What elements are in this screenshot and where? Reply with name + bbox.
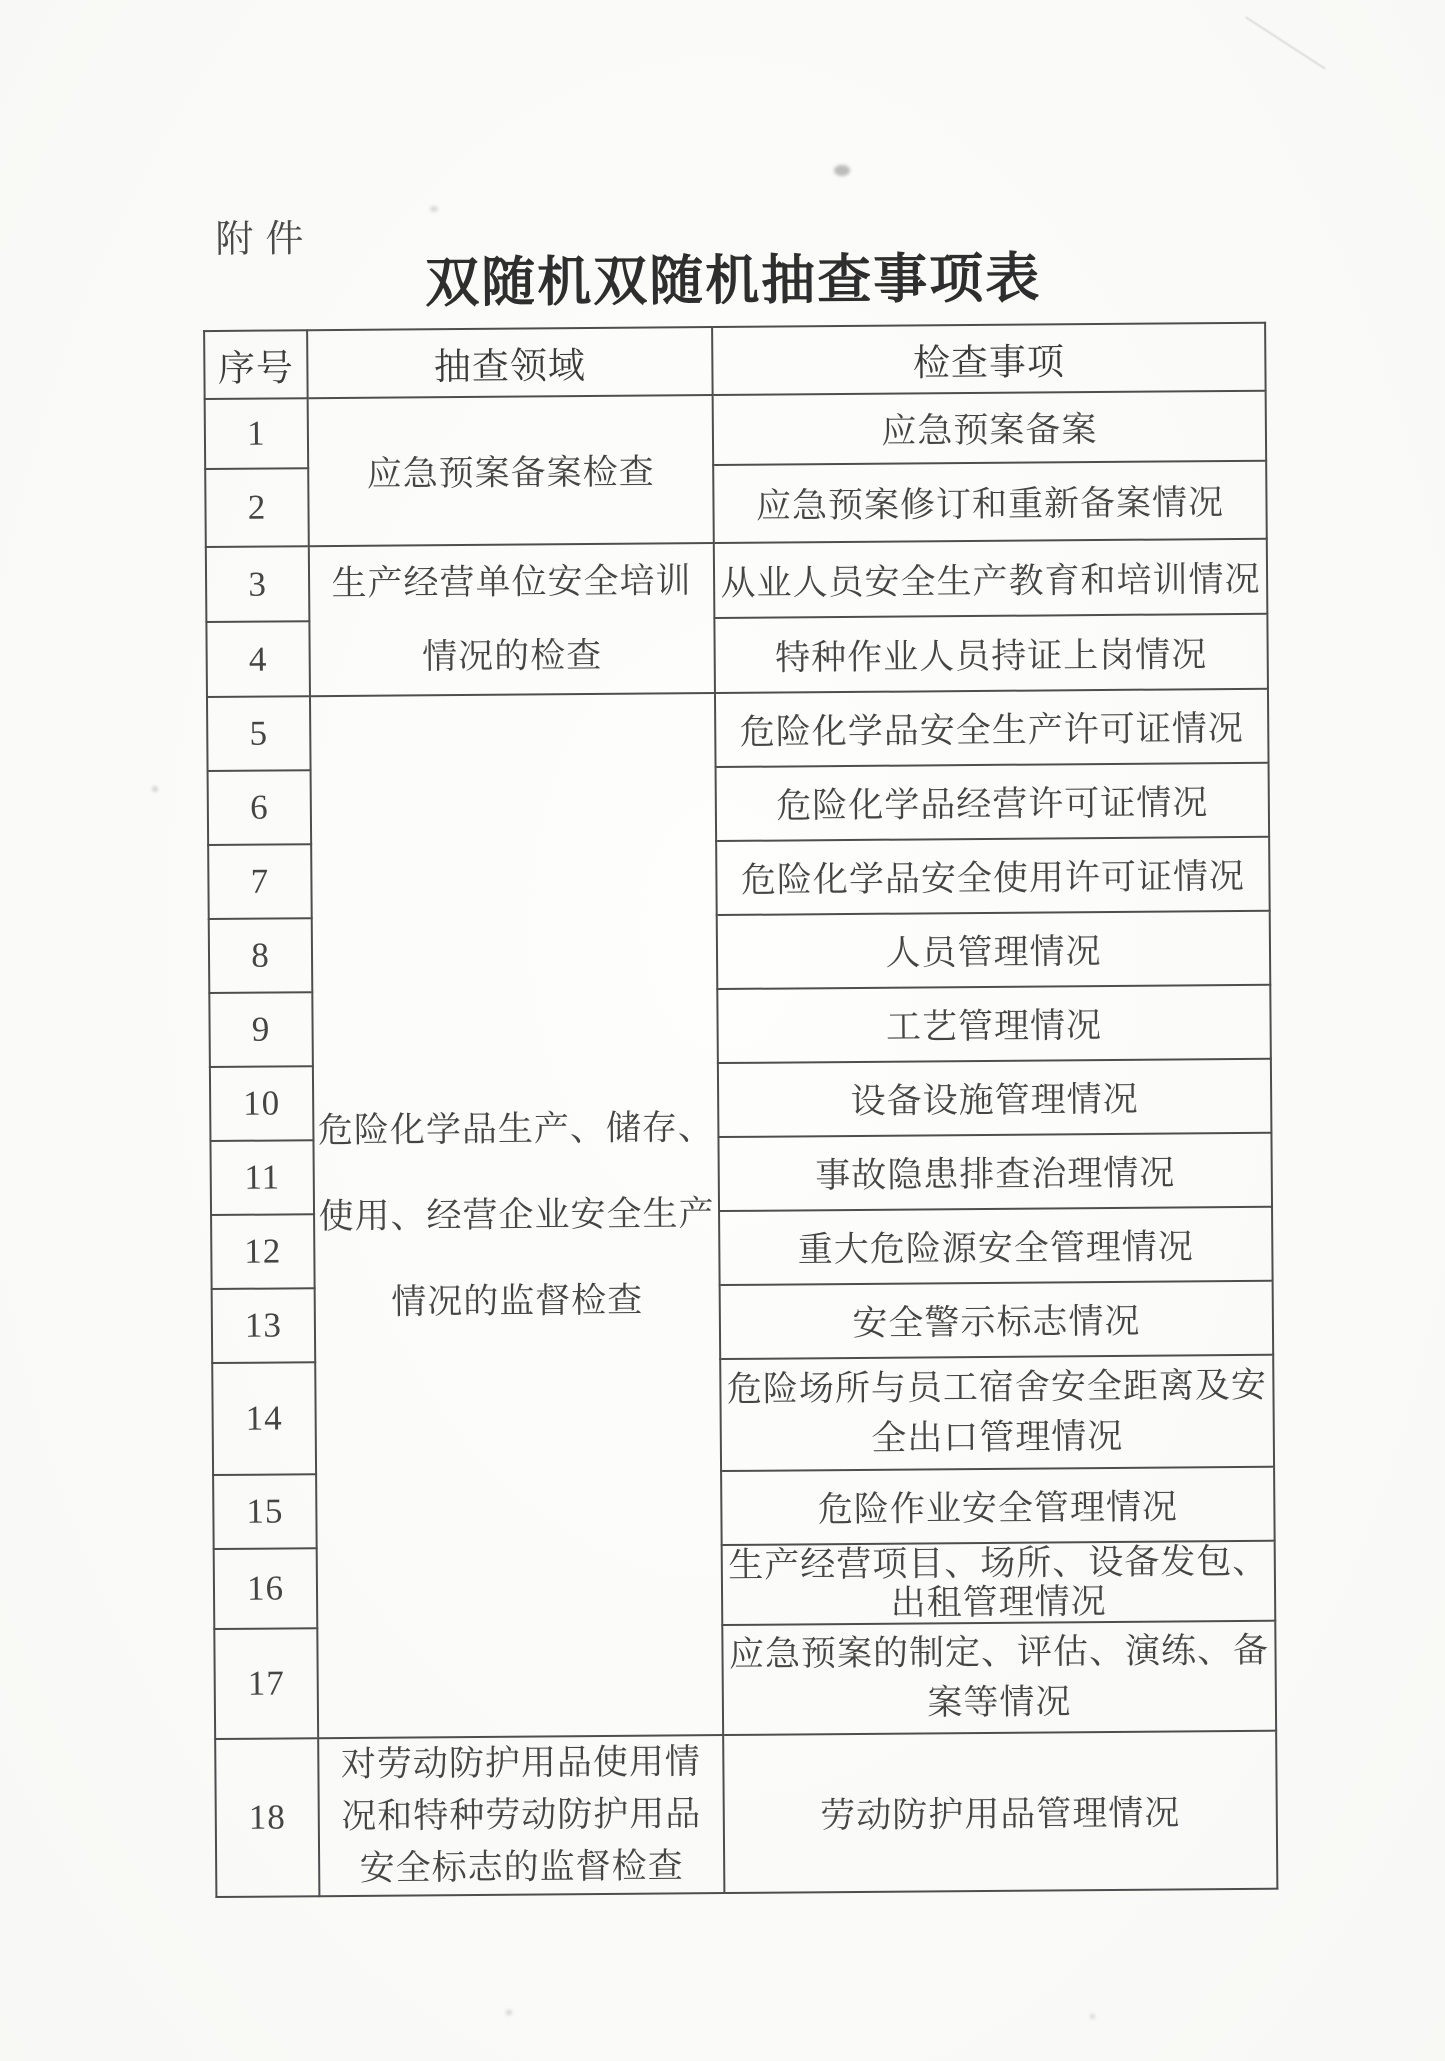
table-header-row [204, 323, 1266, 399]
header-serial-number: 序号 [204, 330, 308, 399]
serial-cell: 7 [208, 844, 312, 919]
serial-cell: 14 [212, 1362, 316, 1475]
attachment-label: 附件 [215, 218, 316, 261]
item-line: 应急预案的制定、评估、演练、备 [728, 1630, 1270, 1674]
serial-cell: 4 [206, 621, 310, 697]
item-cell: 应急预案修订和重新备案情况 [713, 461, 1267, 543]
scan-artifact-speck [152, 786, 158, 792]
area-cell-hazardous-chemicals [310, 693, 723, 1738]
area-line: 情况的检查 [422, 635, 603, 677]
item-cell: 重大危险源安全管理情况 [719, 1207, 1273, 1285]
item-line: 出租管理情况 [890, 1582, 1107, 1623]
area-line: 生产经营单位安全培训 [331, 561, 692, 604]
document-title: 双随机双随机抽查事项表 [425, 248, 1042, 314]
item-cell [722, 1621, 1276, 1735]
scan-artifact-speck [430, 206, 438, 212]
area-line: 情况的监督检查 [391, 1280, 644, 1322]
item-cell: 事故隐患排查治理情况 [718, 1133, 1272, 1211]
item-cell: 危险作业安全管理情况 [721, 1467, 1275, 1545]
item-cell: 安全警示标志情况 [720, 1281, 1274, 1359]
item-line: 全出口管理情况 [871, 1416, 1124, 1458]
item-cell: 特种作业人员持证上岗情况 [714, 614, 1268, 693]
area-line: 况和特种劳动防护用品 [341, 1794, 702, 1837]
item-cell [722, 1541, 1276, 1625]
item-cell: 人员管理情况 [717, 911, 1271, 989]
item-cell: 劳动防护用品管理情况 [723, 1731, 1277, 1893]
item-line: 案等情况 [927, 1682, 1072, 1723]
serial-cell: 12 [211, 1214, 315, 1289]
serial-cell: 17 [214, 1628, 318, 1739]
header-inspection-area: 抽查领域 [307, 327, 713, 398]
scan-artifact-speck [834, 165, 850, 176]
table-row [205, 391, 1267, 469]
item-line: 危险场所与员工宿舍安全距离及安 [726, 1365, 1268, 1409]
item-cell [720, 1355, 1274, 1471]
serial-cell: 11 [210, 1140, 314, 1215]
item-cell: 危险化学品经营许可证情况 [716, 763, 1270, 841]
item-cell: 设备设施管理情况 [718, 1059, 1272, 1137]
area-cell-emergency-plan: 应急预案备案检查 [308, 395, 714, 546]
area-line: 对劳动防护用品使用情 [340, 1742, 702, 1785]
serial-cell: 15 [213, 1474, 317, 1549]
scan-artifact-speck [506, 2010, 512, 2015]
item-line: 生产经营项目、场所、设备发包、 [728, 1541, 1269, 1585]
inspection-items-table [203, 322, 1278, 1898]
table-row [215, 1731, 1277, 1897]
scan-artifact-speck [1090, 2014, 1095, 2019]
serial-cell: 13 [212, 1288, 316, 1363]
item-cell: 危险化学品安全使用许可证情况 [716, 837, 1270, 915]
serial-cell: 16 [214, 1548, 318, 1629]
serial-cell: 5 [207, 696, 311, 771]
item-cell: 工艺管理情况 [717, 985, 1271, 1063]
item-cell: 危险化学品安全生产许可证情况 [715, 689, 1269, 767]
header-inspection-item: 检查事项 [712, 323, 1266, 395]
item-cell: 从业人员安全生产教育和培训情况 [714, 539, 1268, 618]
serial-cell: 8 [209, 918, 313, 993]
serial-cell: 3 [206, 546, 310, 622]
serial-cell: 6 [208, 770, 312, 845]
table-row [207, 689, 1269, 771]
table-row [206, 539, 1268, 622]
item-cell: 应急预案备案 [713, 391, 1267, 465]
serial-cell: 9 [209, 992, 313, 1067]
serial-cell: 18 [215, 1738, 319, 1897]
serial-cell: 10 [210, 1066, 314, 1141]
area-cell-safety-training [309, 543, 715, 696]
area-cell-protective-equipment [318, 1735, 724, 1896]
serial-cell: 1 [205, 398, 309, 469]
serial-cell: 2 [205, 468, 309, 547]
area-line: 使用、经营企业安全生产 [318, 1194, 715, 1237]
area-line: 危险化学品生产、储存、 [317, 1108, 715, 1151]
area-line: 安全标志的监督检查 [359, 1846, 684, 1888]
